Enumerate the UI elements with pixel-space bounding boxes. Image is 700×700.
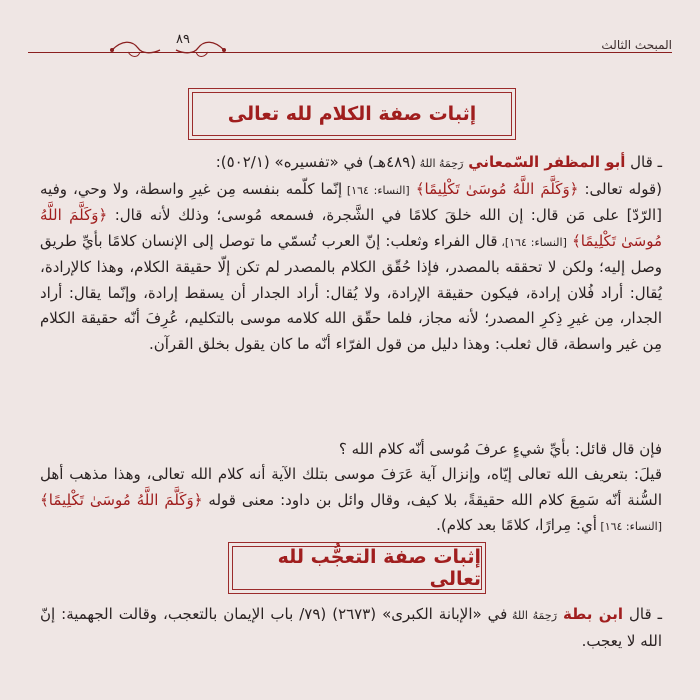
section-heading: إثبات صفة التعجُّب لله تعالى xyxy=(232,546,482,590)
page-header xyxy=(28,30,672,66)
quote-open: (قوله تعالى: xyxy=(578,179,663,198)
ayah-reference: [النساء: ١٦٤] xyxy=(596,520,662,533)
honorific: رَحِمَهُ اللهُ xyxy=(416,157,464,170)
intro-text: قال xyxy=(625,153,653,171)
quran-ayah: ﴿وَكَلَّمَ اللَّهُ مُوسَىٰ تَكْلِيمًا﴾ xyxy=(40,206,662,250)
quran-ayah: ﴿وَكَلَّمَ اللَّهُ مُوسَىٰ تَكْلِيمًا﴾ xyxy=(40,490,203,509)
section-heading-box xyxy=(188,88,516,140)
chapter-title: المبحث الثالث xyxy=(601,38,672,52)
body-text: إنّما كلّمه بنفسه مِن غيرِ واسطة، ولا وحي، وفيه [الرّدّ] على مَن قال: إن الله خلقَ كلامًا في الشَّجرة، فسمعه مُوسى؛ وذلك لأنه قال: xyxy=(40,179,662,224)
paragraph-answer xyxy=(40,462,662,540)
body-text: في «الإبانة الكبرى» (٢٦٧٣) (٧٩/ باب الإيمان بالتعجب، وقالت الجهمية: إنّ الله لا يعجب. xyxy=(40,605,662,650)
section-heading: إثبات صفة الكلام لله تعالى xyxy=(192,92,512,136)
page-number: ٨٩ xyxy=(176,32,190,47)
paragraph-line xyxy=(40,150,662,177)
author-name: أبو المظفر السّمعاني xyxy=(468,153,626,171)
body-text: قيلَ: بتعريف الله تعالى إيّاه، وإنزال آية عَرَفَ موسى بتلك الآية أنه كلام الله تعالى، وهذا مذهب أهل السُّنة أنّه سَمِعَ كلام الله حقيقةً، بلا كيف، وقال وائل بن داود: معنى قوله xyxy=(40,465,662,509)
question-line: فإن قال قائل: بأيِّ شيءٍ عرفَ مُوسى أنّه كلام الله ؟ xyxy=(338,440,662,458)
honorific: رَحِمَهُ اللهُ xyxy=(507,609,558,622)
quran-ayah: ﴿وَكَلَّمَ اللَّهُ مُوسَىٰ تَكْلِيمًا﴾ xyxy=(415,179,579,198)
ayah-reference: [النساء: ١٦٤] xyxy=(342,183,410,197)
source-reference: (٤٨٩هـ) في «تفسيره» (٥٠٢/١): xyxy=(215,153,417,171)
dash: ـ xyxy=(657,605,662,623)
body-text: أي: مِرارًا، كلامًا بعد كلام). xyxy=(436,516,597,534)
section-heading-box xyxy=(228,542,486,594)
ornament-icon xyxy=(108,40,228,60)
dash: ـ xyxy=(657,153,662,171)
intro-text: قال xyxy=(623,605,652,623)
author-name: ابن بطة xyxy=(562,605,624,623)
paragraph-samani xyxy=(40,150,662,357)
paragraph-body xyxy=(40,177,662,358)
paragraph-ibn-batta xyxy=(40,602,662,654)
ayah-reference: [النساء: ١٦٤]، xyxy=(497,235,567,249)
body-text: قال الفراء وثعلب: إنّ العرب تُسمّي ما توصل إلى الإنسان كلامًا بأيِّ طريق وصل إليه؛ ولكن لا تحققه بالمصدر، فإذا حُقّق الكلام بالمصدر لم تكن إلّا حقيقة الكلام، وهذا كالإرادة، يُقال: أراد فُلان إرادة، فيكون حقيقة الإرادة، ولا يُقال: أراد الجدار أن يسقط إرادة، وإنّما يقال: أراد الجدار، مِن غيرِ ذِكرِ المصدر؛ لأنه مجاز، فلما حقّق الله كلامه موسى بالتكليم، عُرِفَ أنّه حقيقة الكلام مِن غير واسطة، قال ثعلب: وهذا دليل من قول الفرّاء أنّه ما كان يقول بخلق القرآن. xyxy=(40,231,662,353)
